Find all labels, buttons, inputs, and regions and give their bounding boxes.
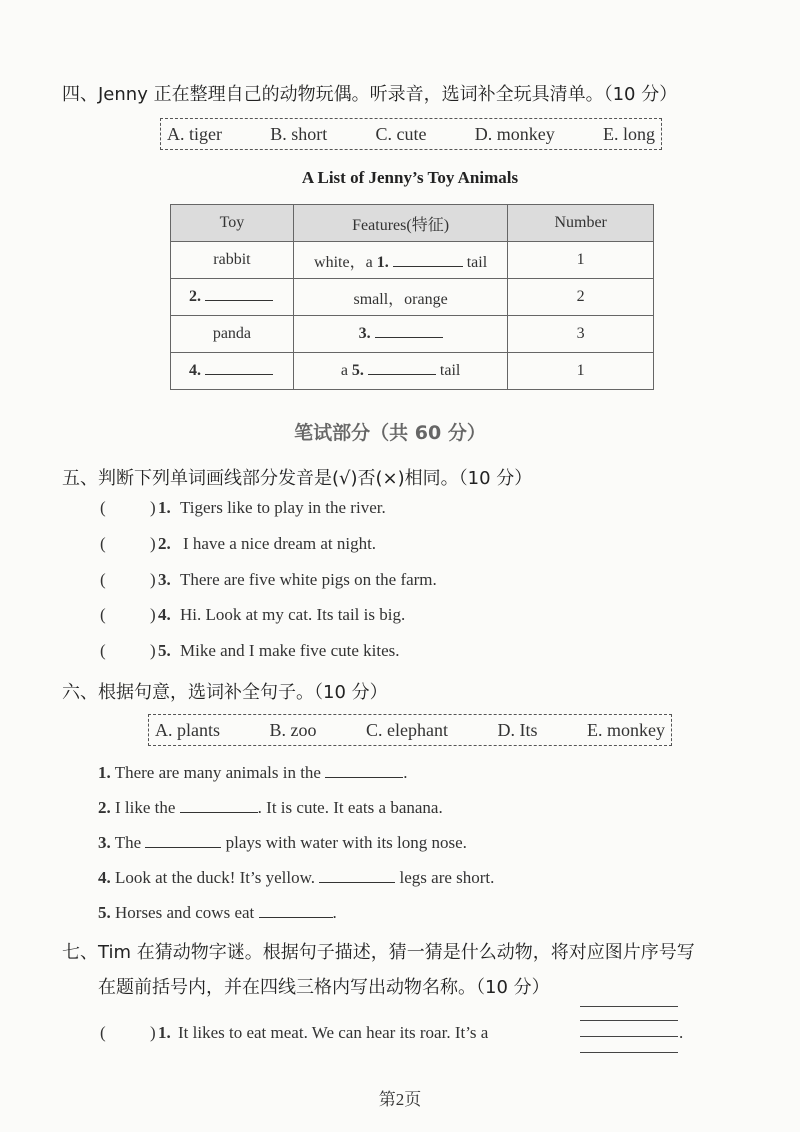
option-d: D. monkey [474,123,555,144]
section7-title-line1: 七、Tim 在猜动物字谜。根据句子描述，猜一猜是什么动物，将对应图片序号写 [62,942,695,963]
section6-options-box [148,714,672,746]
cell-feature [293,353,507,390]
answer-blank[interactable] [325,777,403,778]
answer-blank[interactable] [180,812,258,813]
item-text: I like the [115,798,176,817]
feature-text: tail [466,253,488,271]
option-a: A. plants [155,719,220,740]
section6-item-1 [98,763,407,783]
answer-paren-close[interactable]: ) [150,1023,156,1042]
blank-number: 2. [189,288,201,305]
item-number: 5. [158,641,171,660]
answer-paren-close[interactable]: ) [150,570,156,589]
header-number: Number [508,205,654,242]
item-text: The [114,833,142,852]
item-text: There are five white pigs on the farm. [180,570,437,589]
answer-blank[interactable] [205,374,273,375]
cell-number: 3 [508,316,654,353]
page-number: 第2页 [378,1090,422,1109]
section6-item-3 [98,833,467,853]
table-row [171,353,654,390]
answer-paren-open[interactable]: ( [100,1023,106,1042]
item-number: 2. [158,534,171,553]
table-header-row [171,205,654,242]
toy-table [170,204,654,390]
item-text: legs are short. [399,868,495,887]
answer-paren-close[interactable]: ) [150,498,156,517]
section6-item-5 [98,903,337,923]
blank-number: 4. [189,362,201,379]
answer-blank[interactable] [145,847,221,848]
feature-text: white，a [314,253,373,271]
answer-blank[interactable] [375,337,443,338]
cell-feature: small，orange [293,279,507,316]
answer-paren-open[interactable]: ( [100,498,106,517]
answer-paren-open[interactable]: ( [100,534,106,553]
option-a: A. tiger [167,123,222,144]
written-part-title: 笔试部分（共 60 分） [294,422,486,444]
feature-text: tail [439,362,461,379]
item-text: Hi. Look at my cat. Its tail is big. [180,605,406,624]
cell-toy: rabbit [171,242,294,279]
section5-title: 五、判断下列单词画线部分发音是(√)否(×)相同。（10 分） [62,468,533,489]
section6-item-2 [98,798,443,818]
blank-number: 1. [376,253,389,271]
item-text: . [403,763,408,782]
cell-toy: panda [171,316,294,353]
option-e: E. long [603,123,655,144]
answer-blank[interactable] [368,374,436,375]
option-c: C. elephant [366,719,448,740]
section6-title: 六、根据句意，选词补全句子。（10 分） [62,682,388,703]
option-d: D. Its [497,719,538,740]
section4-title: 四、Jenny 正在整理自己的动物玩偶。听录音，选词补全玩具清单。（10 分） [62,84,678,105]
item-text: I have a nice dream at night. [183,534,377,553]
item-number: 2. [98,798,111,817]
table-row [171,279,654,316]
item-text: Look at the duck! It’s yellow. [115,868,316,887]
cell-feature [293,242,507,279]
option-b: B. short [270,123,328,144]
item-number: 4. [98,868,111,887]
item-text: Tigers like to play in the river. [180,498,386,517]
cell-number: 2 [508,279,654,316]
cell-number: 1 [508,242,654,279]
item-text: . [679,1023,684,1042]
item-number: 1. [158,498,171,517]
feature-text: a [340,362,348,379]
option-e: E. monkey [586,719,665,740]
answer-blank[interactable] [393,266,463,267]
header-features: Features(特征) [293,205,507,242]
answer-blank[interactable] [319,882,395,883]
header-toy: Toy [171,205,294,242]
section6-item-4 [98,868,494,888]
cell-toy [171,353,294,390]
answer-paren-close[interactable]: ) [150,641,156,660]
table-row [171,242,654,279]
item-number: 1. [158,1023,171,1042]
list-title: A List of Jenny’s Toy Animals [301,168,519,187]
item-text: There are many animals in the [114,763,321,782]
answer-blank[interactable] [205,300,273,301]
item-text: It likes to eat meat. We can hear its roar. It’s a [178,1023,489,1042]
answer-paren-close[interactable]: ) [150,605,156,624]
cell-toy [171,279,294,316]
table-row [171,316,654,353]
item-text: . It is cute. It eats a banana. [257,798,443,817]
cell-number: 1 [508,353,654,390]
answer-paren-open[interactable]: ( [100,570,106,589]
item-number: 3. [158,570,171,589]
item-number: 4. [158,605,171,624]
section4-options-box [160,118,662,150]
item-text: . [332,903,337,922]
option-c: C. cute [375,123,427,144]
item-number: 3. [98,833,111,852]
blank-number: 5. [351,362,364,379]
item-text: plays with water with its long nose. [225,833,467,852]
item-text: Mike and I make five cute kites. [180,641,400,660]
answer-paren-open[interactable]: ( [100,641,106,660]
answer-paren-open[interactable]: ( [100,605,106,624]
answer-paren-close[interactable]: ) [150,534,156,553]
blank-number: 3. [358,325,371,342]
item-text: Horses and cows eat [115,903,255,922]
cell-feature [293,316,507,353]
item-number: 1. [98,763,111,782]
answer-blank[interactable] [259,917,333,918]
item-number: 5. [98,903,111,922]
section7-title-line2: 在题前括号内，并在四线三格内写出动物名称。（10 分） [98,977,550,998]
option-b: B. zoo [269,719,317,740]
